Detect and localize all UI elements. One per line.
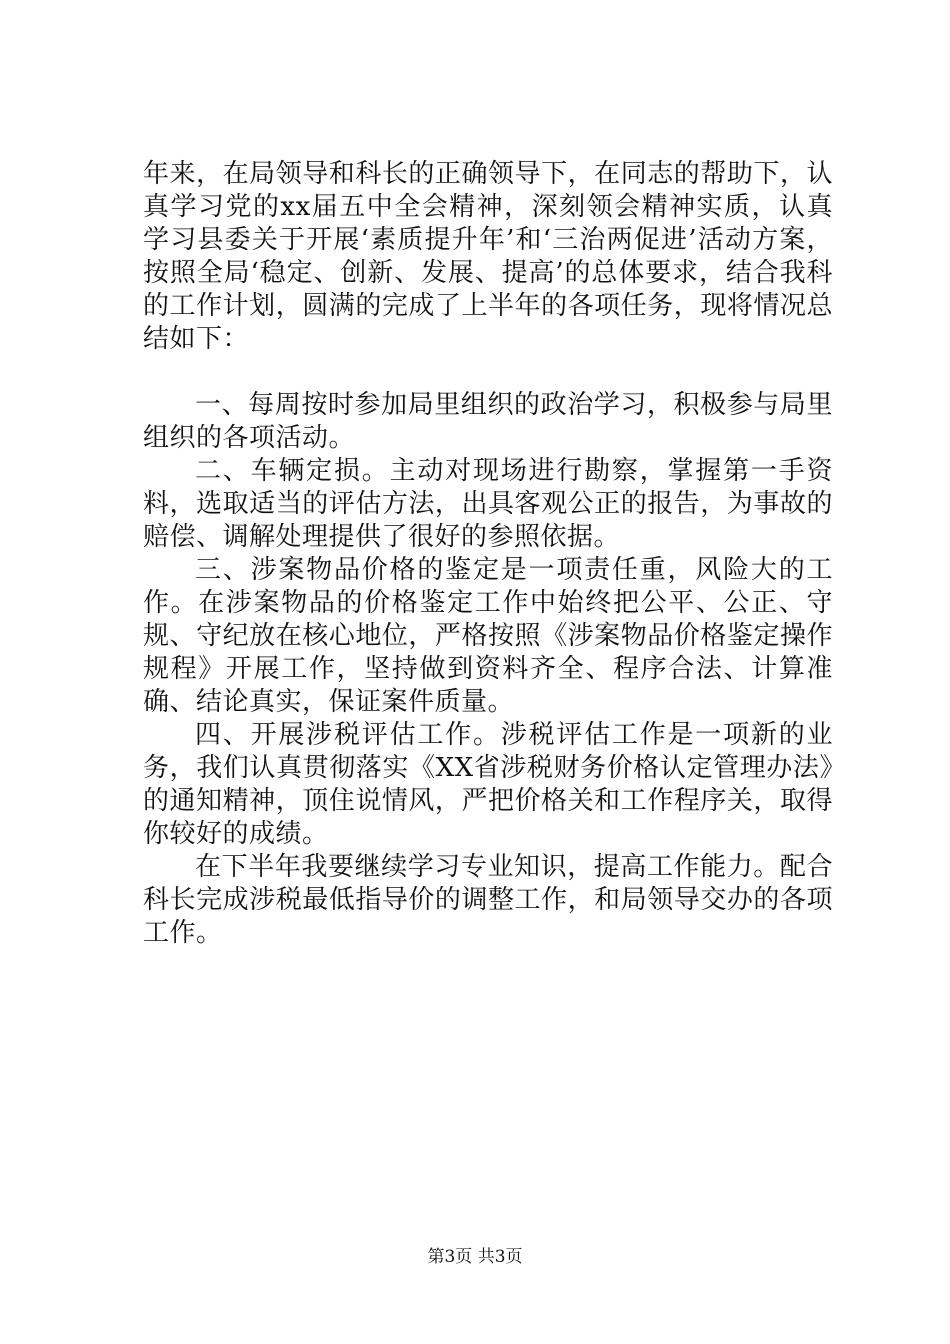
paragraph-intro: 年来，在局领导和科长的正确领导下，在同志的帮助下，认真学习党的xx届五中全会精神，深刻领会精神实质，认真学习县委关于开展‘素质提升年’和‘三治两促进’活动方案，按照全局‘稳定、创新、发展、提高’的总体要求，结合我科的工作计划，圆满的完成了上半年的各项任务，现将情况总结如下： — [143, 159, 833, 354]
document-body — [143, 158, 833, 950]
page-number-footer: 第3页 共3页 — [427, 1247, 523, 1267]
paragraph-item-1: 一、每周按时参加局里组织的政治学习，积极参与局里组织的各项活动。 — [143, 390, 833, 453]
paragraph-conclusion: 在下半年我要继续学习专业知识，提高工作能力。配合科长完成涉税最低指导价的调整工作，和局领导交办的各项工作。 — [143, 852, 833, 948]
paragraph-item-3: 三、涉案物品价格的鉴定是一项责任重，风险大的工作。在涉案物品的价格鉴定工作中始终把公平、公正、守规、守纪放在核心地位，严格按照《涉案物品价格鉴定操作规程》开展工作，坚持做到资料齐全、程序合法、计算准确、结论真实，保证案件质量。 — [143, 555, 833, 717]
paragraph-spacer — [143, 356, 833, 389]
paragraph-item-2: 二、车辆定损。主动对现场进行勘察，掌握第一手资料，选取适当的评估方法，出具客观公正的报告，为事故的赔偿、调解处理提供了很好的参照依据。 — [143, 456, 833, 552]
paragraph-item-4: 四、开展涉税评估工作。涉税评估工作是一项新的业务，我们认真贯彻落实《XX省涉税财务价格认定管理办法》的通知精神，顶住说情风，严把价格关和工作程序关，取得你较好的成绩。 — [143, 720, 833, 849]
